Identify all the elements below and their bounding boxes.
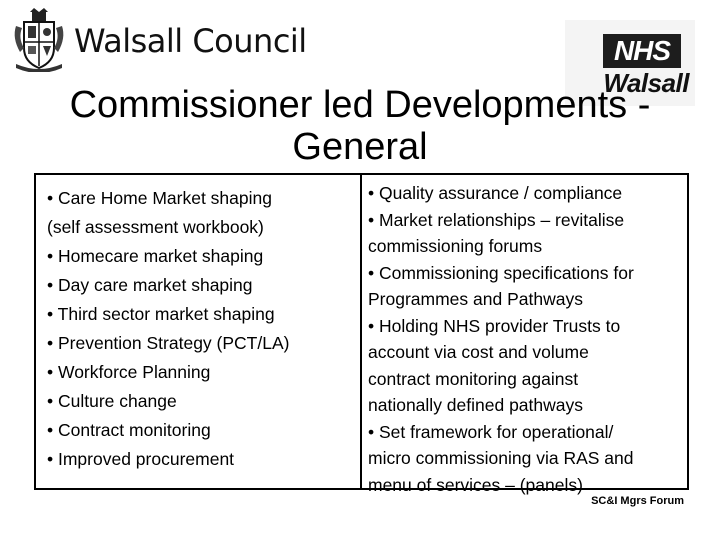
list-item: • Homecare market shaping [47, 246, 264, 266]
list-item: • Market relationships – revitalise commissioning forums [368, 209, 625, 256]
right-bullet-list [368, 180, 687, 498]
list-item: • Care Home Market shaping (self assessment workbook) [47, 188, 272, 237]
footer-label: SC&I Mgrs Forum [591, 495, 684, 507]
list-item: • Day care market shaping [47, 275, 253, 295]
council-crest-icon [10, 8, 68, 72]
nhs-org-name: Walsall [603, 68, 689, 98]
list-item: • Holding NHS provider Trusts to account via cost and volume contract monitoring against nationally defined pathways [368, 315, 621, 415]
list-item: • Culture change [47, 391, 177, 411]
list-item: • Prevention Strategy (PCT/LA) [47, 333, 290, 353]
list-item: • Improved procurement [47, 449, 235, 469]
list-item: • Contract monitoring [47, 420, 211, 440]
list-item: • Set framework for operational/ micro commissioning via RAS and menu of services – (panels) [368, 421, 634, 495]
council-name: Walsall Council [74, 22, 307, 60]
content-table [34, 173, 689, 495]
left-column [36, 175, 362, 488]
list-item: • Workforce Planning [47, 362, 211, 382]
list-item: • Third sector market shaping [47, 304, 275, 324]
list-item: • Commissioning specifications for Programmes and Pathways [368, 262, 634, 309]
list-item: • Quality assurance / compliance [368, 183, 623, 203]
slide-title: Commissioner led Developments - General [69, 84, 651, 168]
right-column [362, 175, 687, 495]
walsall-council-logo [10, 8, 307, 72]
nhs-badge: NHS [603, 34, 681, 68]
left-bullet-list [47, 184, 360, 474]
